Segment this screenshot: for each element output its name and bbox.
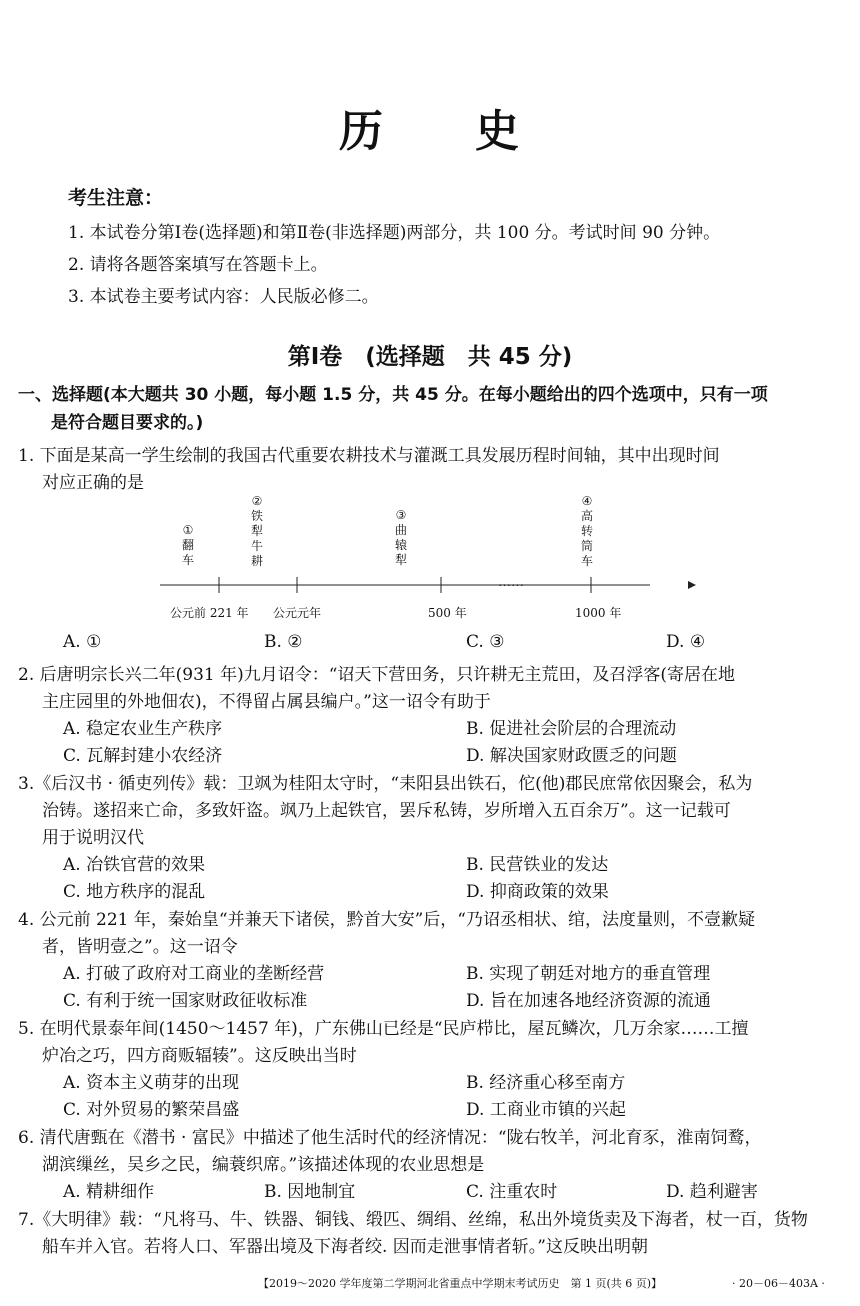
title-right-char: 史 (475, 106, 521, 157)
q4-option-d: D. 旨在加速各地经济资源的流通 (466, 991, 711, 1011)
timeline-tick-label-3: 500 年 (428, 606, 467, 620)
timeline-item-4-text: 高转筒车 (580, 509, 593, 568)
footer-page-info: 【2019～2020 学年度第二学期河北省重点中学期末考试历史 第 1 页(共 6 页)】 (258, 1277, 663, 1290)
q2-stem-line-2: 主庄园里的外地佃农)，不得留占属县编户。”这一诏令有助于 (42, 692, 491, 712)
q1-option-c: C. ③ (466, 632, 505, 652)
section-title: 第Ⅰ卷 (选择题 共 45 分) (287, 344, 573, 370)
timeline-item-1 (178, 523, 198, 568)
q4-stem-line-1: 4. 公元前 221 年，秦始皇“并兼天下诸侯，黔首大安”后，“乃诏丞相状、绾，法度量则，不壹歉疑 (18, 910, 755, 930)
timeline-item-2-text: 铁犁牛耕 (250, 509, 263, 568)
q3-option-b: B. 民营铁业的发达 (466, 855, 609, 875)
q2-option-c: C. 瓦解封建小农经济 (63, 746, 223, 766)
notice-item-2: 2. 请将各题答案填写在答题卡上。 (68, 255, 328, 275)
notice-item-3: 3. 本试卷主要考试内容：人民版必修二。 (68, 287, 379, 307)
timeline-tick-label-2: 公元元年 (273, 606, 322, 620)
q5-stem-line-2: 炉冶之巧，四方商贩辐辏”。这反映出当时 (42, 1046, 357, 1066)
timeline-axis (150, 575, 710, 605)
timeline-arrowhead (688, 581, 696, 589)
q6-stem-line-2: 湖滨缫丝，吴乡之民，编蓑织席。”该描述体现的农业思想是 (42, 1155, 485, 1175)
q5-stem-line-1: 5. 在明代景泰年间(1450～1457 年)，广东佛山已经是“民庐栉比，屋瓦鳞次，几万余家……工擅 (18, 1019, 749, 1039)
instruction-line-1: 一、选择题(本大题共 30 小题，每小题 1.5 分，共 45 分。在每小题给出的四个选项中，只有一项 (18, 385, 768, 405)
timeline-item-2 (247, 494, 267, 569)
q1-stem-line-1: 1. 下面是某高一学生绘制的我国古代重要农耕技术与灌溉工具发展历程时间轴，其中出现时间 (18, 446, 720, 466)
q2-stem-line-1: 2. 后唐明宗长兴二年(931 年)九月诏令：“诏天下营田务，只许耕无主荒田，及召浮客(寄居在地 (18, 665, 736, 685)
q6-option-a: A. 精耕细作 (63, 1182, 155, 1202)
timeline-tick-label-4: 1000 年 (575, 606, 622, 620)
timeline-item-3-num: ③ (395, 508, 407, 522)
q1-option-d: D. ④ (666, 632, 706, 652)
footer-code: · 20－06－403A · (732, 1277, 825, 1290)
q7-stem-line-1: 7.《大明律》载：“凡将马、牛、铁器、铜钱、缎匹、绸绢、丝绵，私出外境货卖及下海者，杖一百，货物 (18, 1210, 808, 1230)
timeline-item-1-num: ① (182, 523, 194, 537)
q3-stem-line-1: 3.《后汉书 · 循吏列传》载：卫飒为桂阳太守时，“耒阳县出铁石，佗(他)郡民庶常依因聚会，私为 (18, 774, 753, 794)
timeline-item-4-num: ④ (581, 494, 593, 508)
q7-stem-line-2: 船车并入官。若将人口、军器出境及下海者绞. 因而走泄事情者斩。”这反映出明朝 (42, 1237, 648, 1257)
q4-stem-line-2: 者，皆明壹之”。这一诏令 (42, 937, 238, 957)
q5-option-d: D. 工商业市镇的兴起 (466, 1100, 626, 1120)
q3-option-c: C. 地方秩序的混乱 (63, 882, 206, 902)
title-left-char: 历 (339, 106, 385, 157)
timeline-item-1-text: 翻车 (181, 538, 194, 567)
page-title (0, 95, 860, 159)
notice-heading: 考生注意： (68, 187, 164, 209)
timeline-item-3-text: 曲辕犁 (394, 523, 407, 567)
q6-option-b: B. 因地制宜 (264, 1182, 356, 1202)
q6-option-d: D. 趋利避害 (666, 1182, 758, 1202)
q1-option-a: A. ① (63, 632, 102, 652)
q3-stem-line-2: 治铸。遂招来亡命，多致奸盗。飒乃上起铁官，罢斥私铸，岁所增入五百余万”。这一记载可 (42, 801, 731, 821)
q2-option-d: D. 解决国家财政匮乏的问题 (466, 746, 677, 766)
q6-stem-line-1: 6. 清代唐甄在《潜书 · 富民》中描述了他生活时代的经济情况：“陇右牧羊，河北育豕，淮南饲鹜， (18, 1128, 762, 1148)
q4-option-a: A. 打破了政府对工商业的垄断经营 (63, 964, 325, 984)
q4-option-b: B. 实现了朝廷对地方的垂直管理 (466, 964, 711, 984)
timeline-tick-label-1: 公元前 221 年 (170, 606, 249, 620)
q3-option-a: A. 冶铁官营的效果 (63, 855, 206, 875)
q4-option-c: C. 有利于统一国家财政征收标准 (63, 991, 308, 1011)
instruction-line-2: 是符合题目要求的。) (51, 413, 204, 433)
q5-option-c: C. 对外贸易的繁荣昌盛 (63, 1100, 240, 1120)
q5-option-a: A. 资本主义萌芽的出现 (63, 1073, 240, 1093)
q1-option-b: B. ② (264, 632, 303, 652)
timeline-item-2-num: ② (251, 494, 263, 508)
q1-stem-line-2: 对应正确的是 (42, 473, 144, 493)
timeline-item-3 (391, 508, 411, 568)
q2-option-b: B. 促进社会阶层的合理流动 (466, 719, 677, 739)
q3-stem-line-3: 用于说明汉代 (42, 828, 144, 848)
notice-item-1: 1. 本试卷分第Ⅰ卷(选择题)和第Ⅱ卷(非选择题)两部分，共 100 分。考试时间 90 分钟。 (68, 223, 721, 243)
q6-option-c: C. 注重农时 (466, 1182, 558, 1202)
timeline-ellipsis: …… (498, 575, 524, 590)
q2-option-a: A. 稳定农业生产秩序 (63, 719, 223, 739)
timeline-item-4 (577, 494, 597, 569)
q3-option-d: D. 抑商政策的效果 (466, 882, 609, 902)
q5-option-b: B. 经济重心移至南方 (466, 1073, 626, 1093)
